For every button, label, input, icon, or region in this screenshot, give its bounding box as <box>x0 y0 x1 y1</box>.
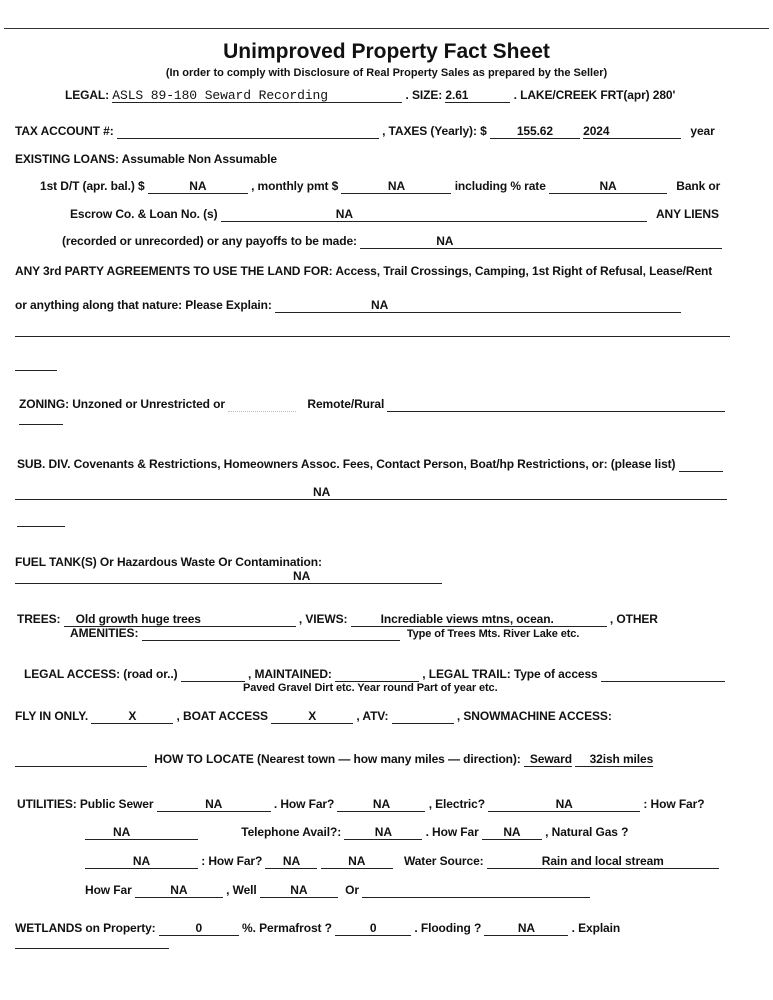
tax-account-field[interactable] <box>117 125 379 139</box>
how-far-2-field[interactable]: NA <box>85 826 198 840</box>
water-source-field[interactable]: Rain and local stream <box>487 855 719 869</box>
legal-field[interactable]: ASLS 89-180 Seward Recording <box>112 89 402 103</box>
year-label: year <box>690 124 715 138</box>
legal-row <box>65 88 675 103</box>
natural-gas-label: , Natural Gas ? <box>545 825 629 839</box>
how-far-1-field[interactable]: NA <box>337 798 425 812</box>
liens-label: ANY LIENS <box>655 207 719 221</box>
how-far-3-field[interactable]: NA <box>482 826 542 840</box>
electric-field[interactable]: NA <box>488 798 640 812</box>
explain-wetlands-label: . Explain <box>571 921 621 935</box>
zoning-option[interactable]: Remote/Rural <box>307 397 385 411</box>
subdiv-row <box>17 457 723 472</box>
page-title: Unimproved Property Fact Sheet <box>223 40 550 63</box>
maintained-label: , MAINTAINED: <box>247 667 332 681</box>
explain-row <box>15 298 681 313</box>
how-far-2-label: : How Far? <box>643 797 705 811</box>
how-far-1-label: . How Far? <box>273 797 335 811</box>
locate-miles-field[interactable]: 32ish miles <box>575 753 653 767</box>
amenities-row <box>70 626 579 641</box>
legal-trail-field[interactable] <box>601 668 725 682</box>
boat-access-label: , BOAT ACCESS <box>176 709 268 723</box>
escrow-row <box>70 207 719 222</box>
wetlands-line-2 <box>15 948 169 949</box>
utilities-row-3 <box>85 854 719 869</box>
lake-label: . LAKE/CREEK FRT(apr) <box>513 88 650 102</box>
flooding-label: . Flooding ? <box>414 921 482 935</box>
flooding-field[interactable]: NA <box>484 922 568 936</box>
fly-in-label: FLY IN ONLY. <box>15 709 89 723</box>
fuel-row <box>15 569 442 584</box>
first-dt-label: 1st D/T (apr. bal.) $ <box>40 179 145 193</box>
access-row <box>24 667 725 682</box>
how-far-4-field[interactable]: NA <box>265 855 317 869</box>
explain-line-2 <box>15 336 730 337</box>
utilities-label: UTILITIES: Public Sewer <box>17 797 154 811</box>
natural-gas-field[interactable]: NA <box>85 855 198 869</box>
zoning-blank[interactable] <box>228 397 296 412</box>
tax-year-field[interactable]: 2024 <box>583 125 681 139</box>
locate-field-1[interactable] <box>15 753 147 767</box>
wetlands-row <box>15 921 620 936</box>
how-far-3-label: . How Far <box>425 825 479 839</box>
subdiv-field-1[interactable] <box>679 458 723 472</box>
fly-row <box>15 709 612 724</box>
how-far-4-field-2[interactable]: NA <box>321 855 393 869</box>
wetlands-field[interactable]: 0 <box>159 922 239 936</box>
or-label: Or <box>345 883 359 897</box>
subdiv-line-3 <box>17 526 65 527</box>
fly-in-field[interactable]: X <box>91 710 173 724</box>
how-far-5-label: How Far <box>85 883 132 897</box>
amenities-label: AMENITIES: <box>70 626 139 640</box>
fuel-field[interactable]: NA <box>15 570 442 584</box>
locate-row <box>15 752 653 767</box>
other-label: , OTHER <box>609 612 658 626</box>
well-field[interactable]: NA <box>260 884 338 898</box>
existing-loans-label: EXISTING LOANS: Assumable Non Assumable <box>15 152 277 166</box>
fuel-label: FUEL TANK(S) Or Hazardous Waste Or Contamination: <box>15 555 322 569</box>
maintained-field[interactable] <box>335 668 419 682</box>
monthly-pmt-field[interactable]: NA <box>341 180 451 194</box>
permafrost-label: %. Permafrost ? <box>242 921 332 935</box>
third-party-label: ANY 3rd PARTY AGREEMENTS TO USE THE LAND FOR: Access, Trail Crossings, Camping, 1st Right of Refusal, Lease/Rent <box>15 264 713 278</box>
top-rule <box>4 28 769 29</box>
atv-label: , ATV: <box>356 709 389 723</box>
electric-label: , Electric? <box>428 797 485 811</box>
subdiv-label: SUB. DIV. Covenants & Restrictions, Homeowners Assoc. Fees, Contact Person, Boat/hp Restrictions, or: (please list) <box>17 457 676 471</box>
tax-account-label: TAX ACCOUNT #: <box>15 124 114 138</box>
subdiv-field[interactable]: NA <box>15 486 727 500</box>
payoff-row <box>62 234 722 249</box>
legal-label: LEGAL: <box>65 88 110 102</box>
taxes-field[interactable]: 155.62 <box>490 125 580 139</box>
trees-hint: Type of Trees Mts. River Lake etc. <box>406 628 580 640</box>
bank-label: Bank or <box>676 179 721 193</box>
rate-field[interactable]: NA <box>549 180 667 194</box>
public-sewer-field[interactable]: NA <box>157 798 271 812</box>
first-dt-row <box>40 179 720 194</box>
permafrost-field[interactable]: 0 <box>335 922 411 936</box>
wetlands-label: WETLANDS on Property: <box>15 921 156 935</box>
telephone-label: Telephone Avail?: <box>241 825 342 839</box>
utilities-row-4 <box>85 883 590 898</box>
payoff-field[interactable]: NA <box>360 235 722 249</box>
telephone-field[interactable]: NA <box>344 826 422 840</box>
well-label: , Well <box>226 883 257 897</box>
locate-town-field[interactable]: Seward <box>524 753 572 767</box>
zoning-field[interactable] <box>387 398 725 412</box>
snowmachine-label: , SNOWMACHINE ACCESS: <box>456 709 612 723</box>
views-label: , VIEWS: <box>298 612 348 626</box>
zoning-label: ZONING: Unzoned or Unrestricted or <box>19 397 225 411</box>
size-field[interactable]: 2.61 <box>445 89 510 103</box>
legal-trail-label: , LEGAL TRAIL: Type of access <box>422 667 598 681</box>
locate-label: HOW TO LOCATE (Nearest town — how many miles — direction): <box>154 752 521 766</box>
or-field[interactable] <box>362 884 590 898</box>
trees-field[interactable]: Old growth huge trees <box>64 613 296 627</box>
atv-field[interactable] <box>392 710 454 724</box>
legal-access-label: LEGAL ACCESS: (road or..) <box>24 667 178 681</box>
boat-access-field[interactable]: X <box>271 710 353 724</box>
page-subtitle: (In order to comply with Disclosure of Real Property Sales as prepared by the Seller) <box>165 67 608 79</box>
legal-access-field[interactable] <box>181 668 245 682</box>
water-source-label: Water Source: <box>403 854 484 868</box>
utilities-row-1 <box>17 797 704 812</box>
payoff-label: (recorded or unrecorded) or any payoffs to be made: <box>62 234 357 248</box>
escrow-label: Escrow Co. & Loan No. (s) <box>70 207 218 221</box>
how-far-4-label: : How Far? <box>201 854 263 868</box>
lake-field[interactable]: 280' <box>652 88 676 102</box>
how-far-5-field[interactable]: NA <box>135 884 223 898</box>
rate-label: including % rate <box>454 179 546 193</box>
utilities-row-2 <box>85 825 628 840</box>
zoning-row <box>19 397 725 412</box>
explain-field[interactable]: NA <box>275 299 681 313</box>
trees-row <box>17 612 658 627</box>
zoning-line-2 <box>19 424 63 425</box>
taxes-label: , TAXES (Yearly): $ <box>382 124 487 138</box>
trees-label: TREES: <box>17 612 61 626</box>
first-dt-field[interactable]: NA <box>148 180 248 194</box>
amenities-field[interactable] <box>142 627 400 641</box>
size-label: . SIZE: <box>405 88 443 102</box>
explain-label: or anything along that nature: Please Explain: <box>15 298 272 312</box>
monthly-pmt-label: , monthly pmt $ <box>251 179 339 193</box>
views-field[interactable]: Incrediable views mtns, ocean. <box>351 613 607 627</box>
explain-line-3 <box>15 370 57 371</box>
access-hint: Paved Gravel Dirt etc. Year round Part of year etc. <box>243 682 498 694</box>
escrow-field[interactable]: NA <box>221 208 647 222</box>
subdiv-line-row <box>15 485 727 500</box>
tax-row <box>15 124 715 139</box>
